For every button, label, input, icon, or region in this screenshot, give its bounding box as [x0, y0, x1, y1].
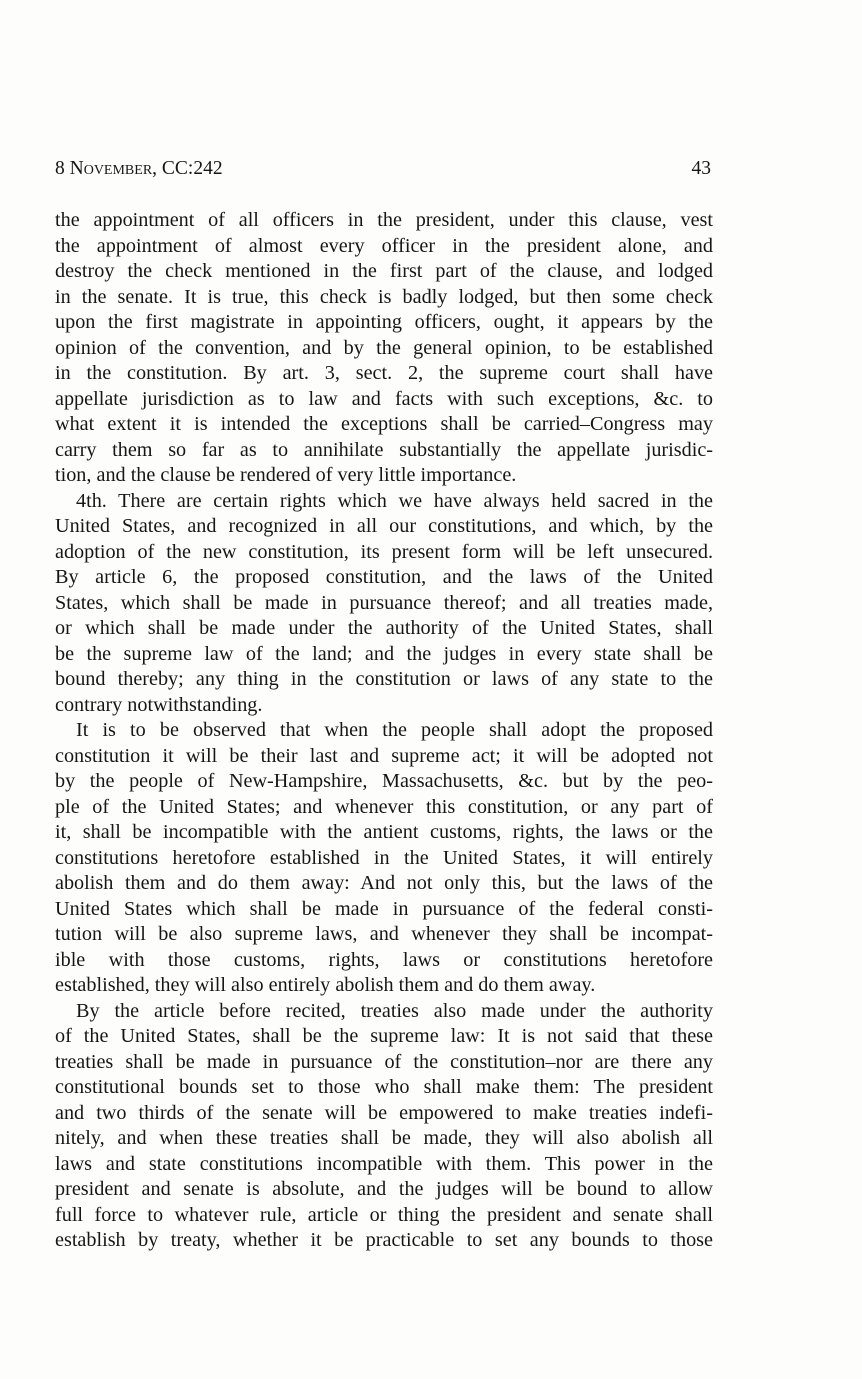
text-line: ible with those customs, rights, laws or constitutions heretofore: [55, 948, 713, 971]
text-line: president and senate is absolute, and the judges will be bound to allow: [55, 1178, 713, 1200]
text-line: ple of the United States; and whenever this constitution, or any part of: [55, 795, 713, 818]
text-line: adoption of the new constitution, its present form will be left unsecured.: [55, 540, 713, 563]
text-line: and two thirds of the senate will be empowered to make treaties indefi-: [55, 1101, 713, 1124]
running-head: [55, 156, 711, 182]
text-line: tion, and the clause be rendered of very little importance.: [55, 464, 517, 486]
text-line: treaties shall be made in pursuance of the constitution–nor are there any: [55, 1050, 713, 1073]
paragraph: [55, 489, 713, 719]
text-line: established, they will also entirely abolish them and do them away.: [55, 974, 596, 996]
text-line: of the United States, shall be the supreme law: It is not said that these: [55, 1025, 713, 1047]
text-line: by the people of New-Hampshire, Massachusetts, &c. but by the peo-: [55, 770, 713, 792]
paragraph: [55, 208, 713, 489]
body-text: [55, 208, 713, 1254]
text-line: United States which shall be made in pursuance of the federal consti-: [55, 897, 713, 920]
text-line: what extent it is intended the exceptions shall be carried–Congress may: [55, 413, 713, 435]
text-line: constitutions heretofore established in the United States, it will entirely: [55, 846, 713, 869]
text-line: constitution it will be their last and supreme act; it will be adopted not: [55, 744, 713, 767]
text-line: It is to be observed that when the people shall adopt the proposed: [76, 719, 713, 741]
page-number: 43: [691, 158, 711, 179]
text-line: United States, and recognized in all our constitutions, and which, by the: [55, 515, 713, 537]
text-line: bound thereby; any thing in the constitution or laws of any state to the: [55, 668, 713, 690]
paragraph: [55, 718, 713, 999]
text-line: upon the first magistrate in appointing officers, ought, it appears by the: [55, 311, 713, 333]
text-line: the appointment of almost every officer in the president alone, and: [55, 234, 713, 257]
text-line: States, which shall be made in pursuance thereof; and all treaties made,: [55, 591, 713, 614]
text-line: it, shall be incompatible with the antient customs, rights, the laws or the: [55, 821, 713, 843]
text-line: appellate jurisdiction as to law and facts with such exceptions, &c. to: [55, 387, 713, 410]
text-line: constitutional bounds set to those who shall make them: The president: [55, 1076, 713, 1098]
text-line: 4th. There are certain rights which we have always held sacred in the: [76, 489, 713, 512]
text-line: destroy the check mentioned in the first part of the clause, and lodged: [55, 260, 713, 282]
text-line: carry them so far as to annihilate substantially the appellate jurisdic-: [55, 438, 713, 461]
text-line: By article 6, the proposed constitution, and the laws of the United: [55, 566, 713, 588]
text-line: opinion of the convention, and by the general opinion, to be established: [55, 336, 713, 359]
text-line: or which shall be made under the authority of the United States, shall: [55, 617, 713, 639]
text-line: the appointment of all officers in the president, under this clause, vest: [55, 209, 713, 231]
running-head-title: 8 November, CC:242: [55, 158, 223, 179]
text-line: abolish them and do them away: And not only this, but the laws of the: [55, 872, 713, 894]
text-line: contrary notwithstanding.: [55, 693, 263, 716]
paragraph: [55, 999, 713, 1254]
text-line: in the constitution. By art. 3, sect. 2, the supreme court shall have: [55, 362, 713, 384]
text-line: full force to whatever rule, article or thing the president and senate shall: [55, 1203, 713, 1226]
text-line: be the supreme law of the land; and the judges in every state shall be: [55, 642, 713, 665]
text-line: laws and state constitutions incompatible with them. This power in the: [55, 1152, 713, 1175]
text-line: tution will be also supreme laws, and whenever they shall be incompat-: [55, 923, 713, 945]
text-line: in the senate. It is true, this check is badly lodged, but then some check: [55, 285, 713, 308]
text-line: By the article before recited, treaties also made under the authority: [76, 999, 713, 1022]
text-line: nitely, and when these treaties shall be made, they will also abolish all: [55, 1127, 713, 1149]
text-line: establish by treaty, whether it be practicable to set any bounds to those: [55, 1229, 713, 1251]
